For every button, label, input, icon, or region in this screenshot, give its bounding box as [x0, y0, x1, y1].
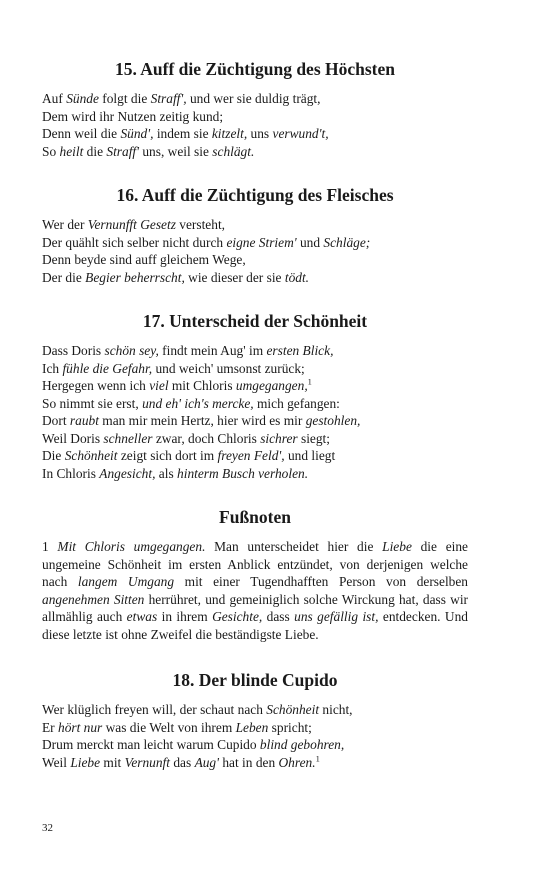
text-run: Drum merckt man leicht warum Cupido — [42, 737, 260, 752]
italic-text: hört nur — [58, 719, 103, 735]
italic-text: Schläge; — [323, 234, 371, 250]
text-run: die — [83, 143, 107, 159]
text-run: mich gefangen: — [253, 395, 340, 411]
poem-line — [42, 125, 468, 143]
italic-text: Liebe — [70, 754, 101, 770]
text-run: Weil Doris — [42, 430, 104, 446]
text-run: und — [296, 234, 324, 250]
text-run: Denn weil die — [42, 126, 121, 141]
italic-text: Leben — [235, 719, 269, 735]
italic-text: eigne Striem' — [226, 234, 297, 250]
italic-text: Schönheit — [64, 448, 118, 463]
text-run: Dem wird ihr Nutzen zeitig kund; — [42, 108, 224, 124]
poem-line — [42, 234, 468, 252]
poem-line — [42, 701, 468, 719]
poem-line — [42, 395, 468, 413]
italic-text: schlägt. — [212, 143, 255, 159]
text-run: indem sie — [153, 126, 212, 141]
text-run: als — [155, 465, 178, 481]
section-title: 16. Auff die Züchtigung des Fleisches — [116, 185, 394, 205]
text-run: und liegt — [284, 448, 336, 463]
poem-line — [42, 719, 468, 737]
poem-line — [42, 377, 468, 395]
italic-text: sichrer — [260, 430, 298, 446]
italic-text: Ohren. — [278, 754, 316, 770]
text-run: findt mein Aug' im — [158, 343, 267, 358]
text-run: dass — [262, 609, 295, 624]
poem-line — [42, 430, 468, 448]
poem — [42, 216, 468, 286]
italic-text: schneller — [103, 430, 153, 446]
text-run: herrühret, und gemeiniglich solche Wirckung hat, dass wir allmählig auch — [42, 591, 468, 624]
italic-text: ersten Blick, — [266, 343, 334, 358]
italic-text: tödt. — [284, 269, 310, 285]
poem-line — [42, 342, 468, 360]
poem-line — [42, 412, 468, 430]
poem-line — [42, 251, 468, 269]
section-title: 15. Auff die Züchtigung des Höchsten — [114, 59, 396, 79]
poem-line — [42, 143, 468, 161]
text-run: uns, weil sie — [139, 143, 213, 159]
text-run: mit — [100, 754, 125, 770]
italic-text: heilt — [59, 143, 84, 159]
text-run: 1 — [42, 539, 58, 554]
italic-text: Begier beherrscht, — [85, 269, 185, 285]
text-run: zwar, doch Chloris — [152, 430, 261, 446]
italic-text: uns gefällig ist, — [294, 609, 379, 624]
footnote-marker: 1 — [307, 376, 312, 387]
text-run: spricht; — [268, 719, 312, 735]
text-run: So — [42, 143, 60, 159]
text-run: versteht, — [175, 217, 226, 232]
text-run: Auf — [42, 91, 67, 106]
italic-text: schön sey, — [104, 343, 159, 358]
text-run: Wer der — [42, 217, 88, 232]
section-18 — [42, 669, 468, 771]
text-run: Hergegen wenn ich — [42, 378, 150, 393]
text-run: Wer klüglich freyen will, der schaut nach — [42, 702, 267, 717]
text-run: das — [170, 754, 195, 770]
poem-line — [42, 90, 468, 108]
italic-text: viel — [149, 378, 169, 393]
text-run: mit Chloris — [168, 378, 236, 393]
footnote-marker: 1 — [315, 753, 320, 764]
italic-text: etwas — [126, 609, 158, 624]
italic-text: Schönheit — [266, 702, 320, 717]
italic-text: blind gebohren, — [259, 737, 345, 752]
text-run: Denn beyde sind auff gleichem Wege, — [42, 252, 246, 267]
poem-line — [42, 736, 468, 754]
italic-text: verwund't, — [272, 126, 329, 141]
text-run: Weil — [42, 754, 71, 770]
italic-text: Vernunft — [124, 754, 171, 770]
italic-text: Aug' — [194, 754, 219, 770]
section-title: 17. Unterscheid der Schönheit — [142, 311, 368, 331]
italic-text: umgegangen, — [235, 378, 308, 393]
text-run: Dort — [42, 413, 70, 428]
page-number: 32 — [42, 822, 53, 834]
text-run: und weich' umsonst zurück; — [152, 360, 305, 376]
italic-text: Sünde — [66, 91, 99, 106]
poem-line — [42, 216, 468, 234]
text-run: die eine ungemeine Schönheit im ersten Anblick entzündet, von derjenigen welche nach — [42, 539, 468, 589]
text-run: Dass Doris — [42, 343, 105, 358]
text-run: In Chloris — [42, 465, 100, 481]
italic-text: Sünd', — [120, 126, 154, 141]
text-run: in ihrem — [157, 609, 213, 624]
poem — [42, 701, 468, 771]
text-run: wie dieser der sie — [184, 269, 285, 285]
text-run: siegt; — [297, 430, 330, 446]
italic-text: Vernunfft Gesetz — [87, 217, 176, 232]
text-run: entdecken. Und diese letzte ist ohne Zweifel die beständigste Liebe. — [42, 609, 468, 642]
text-run: man mir mein Hertz, hier wird es mir — [98, 413, 306, 428]
italic-text: raubt — [69, 413, 99, 428]
poem-line — [42, 360, 468, 378]
poem-line — [42, 269, 468, 287]
italic-text: freyen Feld', — [217, 448, 285, 463]
text-run: folgt die — [98, 91, 151, 106]
footnotes-section — [42, 506, 468, 643]
footnotes-title: Fußnoten — [219, 507, 291, 527]
text-run: Er — [42, 719, 58, 735]
poem-line — [42, 108, 468, 126]
italic-text: fühle die Gefahr, — [62, 360, 153, 376]
text-run: nicht, — [319, 702, 353, 717]
text-run: und wer sie duldig trägt, — [186, 91, 321, 106]
text-run: So nimmt sie erst, — [42, 395, 143, 411]
text-run: mit einer Tugendhafften Person von derselben — [174, 574, 468, 589]
text-run: Ich — [42, 360, 63, 376]
poem — [42, 90, 468, 160]
text-run: Der quählt sich selber nicht durch — [42, 234, 227, 250]
poem — [42, 342, 468, 482]
italic-text: und eh' ich's mercke, — [142, 395, 254, 411]
italic-text: Liebe — [382, 539, 412, 554]
text-run: was die Welt von ihrem — [102, 719, 236, 735]
section-16 — [42, 184, 468, 286]
text-run: zeigt sich dort im — [117, 448, 218, 463]
text-run: hat in den — [219, 754, 279, 770]
footnote-text — [42, 538, 468, 643]
italic-text: Straff', — [150, 91, 187, 106]
italic-text: Mit Chloris umgegangen. — [57, 539, 206, 554]
italic-text: langem Umgang — [77, 574, 175, 589]
text-run: Man unterscheidet hier die — [205, 539, 383, 554]
poem-line — [42, 754, 468, 772]
poem-line — [42, 465, 468, 483]
italic-text: Gesichte, — [212, 609, 263, 624]
italic-text: Angesicht, — [99, 465, 156, 481]
italic-text: Straff' — [106, 143, 140, 159]
italic-text: angenehmen Sitten — [42, 591, 145, 607]
text-run: uns — [247, 126, 273, 141]
italic-text: gestohlen, — [305, 413, 361, 428]
text-run: Die — [42, 448, 65, 463]
section-15 — [42, 58, 468, 160]
italic-text: hinterm Busch verholen. — [177, 465, 309, 481]
section-title: 18. Der blinde Cupido — [172, 670, 338, 690]
italic-text: kitzelt, — [211, 126, 248, 141]
section-17 — [42, 310, 468, 482]
poem-line — [42, 447, 468, 465]
book-page — [42, 58, 468, 795]
text-run: Der die — [42, 269, 86, 285]
